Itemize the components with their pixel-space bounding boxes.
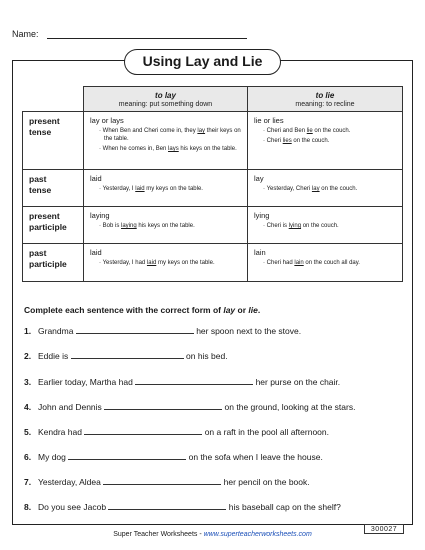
answer-blank[interactable] xyxy=(108,502,226,510)
example-sentence: · Cheri is lying on the couch. xyxy=(254,222,396,230)
example-sentence: · Bob is laying his keys on the table. xyxy=(90,222,241,230)
example-sentence: · Yesterday, I had laid my keys on the table. xyxy=(90,259,241,267)
cell-lie-present-participle xyxy=(248,207,403,244)
worksheet-code: 300027 xyxy=(364,524,404,534)
table-corner xyxy=(23,87,84,112)
row-label-past-participle: past participle xyxy=(23,244,84,282)
form-word: laying xyxy=(90,211,110,220)
question-2: 2. Eddie is on his bed. xyxy=(24,351,228,361)
name-input-line[interactable] xyxy=(47,38,247,39)
question-7: 7. Yesterday, Aldea her pencil on the book. xyxy=(24,477,310,487)
lay-lie-table xyxy=(22,86,403,282)
form-word: lay xyxy=(254,174,264,183)
cell-lie-past-tense xyxy=(248,170,403,207)
example-sentence: · Cheri had lain on the couch all day. xyxy=(254,259,396,267)
example-sentence: · Cheri and Ben lie on the couch. xyxy=(254,127,396,135)
form-word: lain xyxy=(254,248,266,257)
instructions: Complete each sentence with the correct form of lay or lie. xyxy=(24,305,261,315)
form-word: laid xyxy=(90,174,102,183)
header-lie xyxy=(248,87,403,112)
answer-blank[interactable] xyxy=(135,377,253,385)
form-word: lie or lies xyxy=(254,116,284,125)
question-8: 8. Do you see Jacob his baseball cap on the shelf? xyxy=(24,502,341,512)
cell-lay-present-participle xyxy=(84,207,248,244)
form-word: lying xyxy=(254,211,270,220)
example-sentence: · Yesterday, Cheri lay on the couch. xyxy=(254,185,396,193)
cell-lie-past-participle xyxy=(248,244,403,282)
example-sentence: · Yesterday, I laid my keys on the table. xyxy=(90,185,241,193)
cell-lay-past-tense xyxy=(84,170,248,207)
answer-blank[interactable] xyxy=(76,326,194,334)
header-lay-meaning: meaning: put something down xyxy=(118,100,213,108)
example-sentence: · When Ben and Cheri come in, they lay their keys on the table. xyxy=(90,127,241,143)
answer-blank[interactable] xyxy=(84,427,202,435)
form-word: laid xyxy=(90,248,102,257)
question-3: 3. Earlier today, Martha had her purse on the chair. xyxy=(24,377,341,387)
footer-site-name: Super Teacher Worksheets - xyxy=(113,531,204,538)
header-lay xyxy=(84,87,248,112)
question-6: 6. My dog on the sofa when I leave the house. xyxy=(24,452,323,462)
cell-lay-past-participle xyxy=(84,244,248,282)
name-label: Name: xyxy=(12,29,39,39)
header-lie-meaning: meaning: to recline xyxy=(295,100,355,108)
form-word: lay or lays xyxy=(90,116,124,125)
question-5: 5. Kendra had on a raft in the pool all afternoon. xyxy=(24,427,329,437)
question-1: 1. Grandma her spoon next to the stove. xyxy=(24,326,302,336)
page-title: Using Lay and Lie xyxy=(124,49,281,75)
header-lay-word: to lay xyxy=(155,90,176,100)
row-label-present-tense: present tense xyxy=(23,112,84,170)
footer-link[interactable]: www.superteacherworksheets.com xyxy=(203,531,312,538)
example-sentence: · When he comes in, Ben lays his keys on the table. xyxy=(90,145,241,153)
row-label-past-tense: past tense xyxy=(23,170,84,207)
cell-lie-present-tense xyxy=(248,112,403,170)
answer-blank[interactable] xyxy=(104,402,222,410)
answer-blank[interactable] xyxy=(68,452,186,460)
example-sentence: · Cheri lies on the couch. xyxy=(254,137,396,145)
question-4: 4. John and Dennis on the ground, looking at the stars. xyxy=(24,402,356,412)
answer-blank[interactable] xyxy=(71,351,184,359)
footer xyxy=(0,531,425,538)
row-label-present-participle: present participle xyxy=(23,207,84,244)
cell-lay-present-tense xyxy=(84,112,248,170)
answer-blank[interactable] xyxy=(103,477,221,485)
header-lie-word: to lie xyxy=(315,90,335,100)
